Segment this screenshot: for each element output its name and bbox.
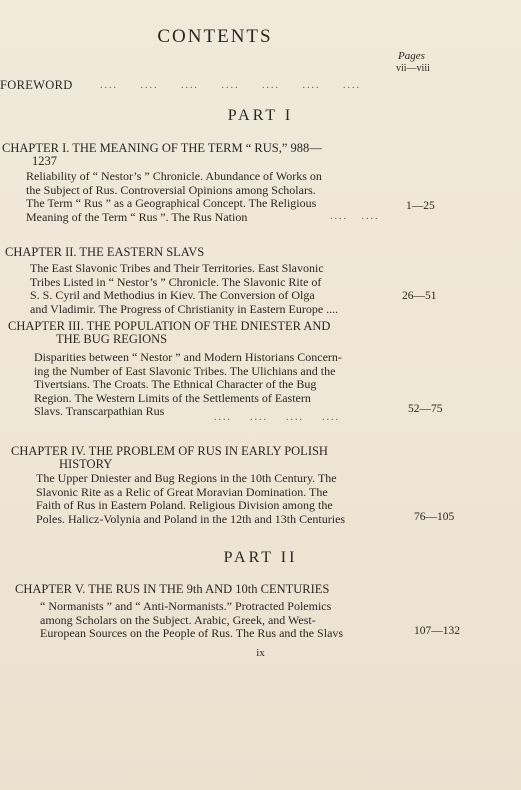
chapter-title-line: 1237: [32, 154, 57, 168]
description-line: among Scholars on the Subject. Arabic, Greek, and West-: [40, 612, 316, 627]
chapter-title-line: THE BUG REGIONS: [56, 332, 168, 346]
description-line: Region. The Western Limits of the Settlements of Eastern: [34, 390, 311, 405]
chapter-title-line: CHAPTER I. THE MEANING OF THE TERM “ RUS,” 988—: [2, 141, 322, 155]
chapter-title-line: HISTORY: [59, 457, 113, 471]
description-line: Disparities between “ Nestor ” and Modern Historians Concern-: [34, 350, 342, 364]
description-line: the Subject of Rus. Controversial Opinions among Scholars.: [26, 182, 316, 197]
description-line: Slavonic Rite as a Relic of Great Moravian Domination. The: [36, 484, 328, 499]
chapter-title-line: CHAPTER II. THE EASTERN SLAVS: [5, 245, 205, 259]
page-title: CONTENTS: [157, 26, 273, 47]
description-line: The Term “ Rus ” as a Geographical Concept. The Religious: [26, 196, 317, 210]
chapter-title: [5, 246, 405, 259]
description-line: Tribes Listed in “ Nestor’s ” Chronicle. The Slavonic Rite of: [30, 274, 322, 289]
chapter-description: [26, 170, 382, 224]
chapter-title: [2, 142, 402, 168]
description-line: The East Slavonic Tribes and Their Territories. East Slavonic: [30, 261, 324, 275]
description-line: Slavs. Transcarpathian Rus: [34, 404, 165, 418]
chapter-pages: 1—25: [406, 200, 435, 212]
chapter-title: [15, 583, 415, 596]
chapter-title-line: CHAPTER IV. THE PROBLEM OF RUS IN EARLY POLISH: [11, 444, 328, 458]
leader-dots: .... ....: [330, 211, 380, 222]
description-line: Faith of Rus in Eastern Poland. Religious Division among the: [36, 498, 333, 512]
chapter-description: [34, 351, 386, 419]
chapter-description: [36, 472, 408, 526]
description-line: “ Normanists ” and “ Anti-Normanists.” Protracted Polemics: [40, 599, 332, 613]
part-heading: PART II: [223, 549, 298, 566]
description-line: Tivertsians. The Croats. The Ethnical Character of the Bug: [34, 377, 317, 391]
leader-dots: .... .... .... ....: [214, 412, 340, 423]
chapter-description: [40, 600, 406, 641]
chapter-title: [11, 445, 411, 471]
pages-column-header: Pages: [398, 50, 425, 62]
foreword-entry: FOREWORD: [0, 78, 73, 92]
chapter-pages: 76—105: [414, 511, 455, 523]
description-line: European Sources on the People of Rus. The Rus and the Slavs: [40, 626, 344, 640]
chapter-title-line: CHAPTER V. THE RUS IN THE 9th AND 10th CENTURIES: [15, 582, 330, 596]
chapter-pages: 26—51: [402, 290, 437, 302]
chapter-pages: 107—132: [414, 625, 460, 637]
chapter-title-line: CHAPTER III. THE POPULATION OF THE DNIESTER AND: [8, 319, 331, 333]
description-line: ing the Number of East Slavonic Tribes. The Ulichians and the: [34, 363, 336, 378]
part-heading: PART I: [227, 107, 294, 124]
description-line: S. S. Cyril and Methodius in Kiev. The Conversion of Olga: [30, 288, 315, 302]
description-line: and Vladimir. The Progress of Christianity in Eastern Europe ....: [30, 301, 339, 316]
description-line: The Upper Dniester and Bug Regions in the 10th Century. The: [36, 471, 337, 485]
chapter-description: [30, 262, 384, 316]
page-number: ix: [256, 647, 265, 659]
foreword-pages: vii—viii: [396, 63, 430, 74]
chapter-title: [8, 320, 408, 346]
chapter-pages: 52—75: [408, 403, 443, 415]
description-line: Meaning of the Term “ Rus ”. The Rus Nation: [26, 209, 248, 224]
leader-dots: .... .... .... .... .... .... ....: [100, 80, 361, 91]
description-line: Reliability of “ Nestor’s ” Chronicle. Abundance of Works on: [26, 169, 322, 183]
description-line: Poles. Halicz-Volynia and Poland in the 12th and 13th Centuries: [36, 511, 346, 526]
